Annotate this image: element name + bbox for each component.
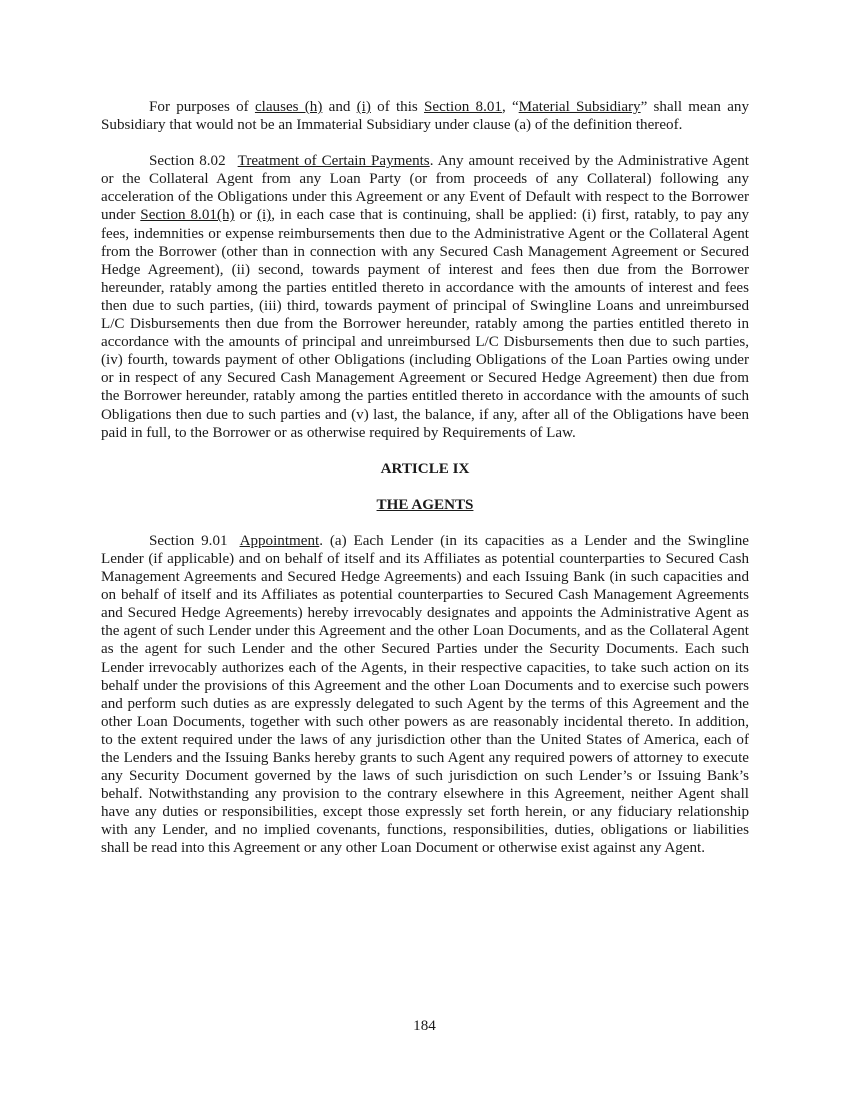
section-802-text: . Any amount received by the Administrative Agent or the Collateral Agent from any Loan Party (or from proceeds of any Collateral) following any acceleration of the Obligations under this Agreement or any Event of Default with respect to the Borrower under — [101, 153, 749, 224]
para1-connector-and: and — [322, 99, 357, 115]
section-802-connector-or: or — [234, 207, 257, 224]
para1-connector-of-this: of this — [370, 99, 425, 115]
section-901-label: Section 9.01 — [149, 532, 228, 549]
para1-text: For purposes of — [149, 99, 255, 115]
section-901-text: . (a) Each Lender (in its capacities as a Lender and the Swingline Lender (if applicable) and on behalf of itself and its Affiliates as potential counterparties to Secured Cash Management Agreements and Secured Hedge Agreements) and each Issuing Bank (in such capacities and on behalf of itself and its Affiliates as potential counterparties to Secured Cash Management Agreements and Secured Hedge Agreements) hereby irrevocably designates and appoints the Administrative Agent as the agent of such Lender under this Agreement and the other Loan Documents, and as the Collateral Agent as the agent for such Lender and the other Secured Parties under the Security Documents. Each such Lender irrevocably authorizes each of the Agents, in their respective capacities, to take such action on its behalf under the provisions of this Agreement and the other Loan Documents and to exercise such powers and perform such duties as are expressly delegated to such Agent by the terms of this Agreement and the other Loan Documents, together with such other powers as are reasonably incidental thereto. In addition, to the extent required under the laws of any jurisdiction other than the United States of America, each of the Lenders and the Issuing Banks hereby grants to such Agent any required powers of attorney to execute any Security Document governed by the laws of such jurisdiction on such Lender’s or Issuing Bank’s behalf. Notwithstanding any provision to the contrary elsewhere in this Agreement, neither Agent shall have any duties or responsibilities, except those expressly set forth herein, or any fiduciary relationship with any Lender, and no implied covenants, functions, responsibilities, duties, obligations or liabilities shall be read into this Agreement or any other Loan Document or otherwise exist against any Agent. — [101, 532, 749, 857]
para1-definition-text: ” shall mean any Subsidiary that would not be an Immaterial Subsidiary under clause (a) of the definition thereof. — [101, 99, 750, 134]
section-802-paragraph — [101, 152, 749, 442]
document-page — [101, 98, 749, 858]
section-801h-reference: Section 8.01(h) — [140, 207, 235, 224]
section-802-title: Treatment of Certain Payments — [237, 153, 430, 170]
material-subsidiary-term: Material Subsidiary — [518, 99, 641, 115]
section-801i-reference: (i) — [256, 207, 272, 224]
clause-h-reference: clauses (h) — [254, 99, 323, 115]
section-802-label: Section 8.02 — [149, 153, 226, 170]
para1-open-quote: , “ — [501, 99, 519, 115]
section-901-title: Appointment — [239, 532, 320, 549]
section-802-text-continued: , in each case that is continuing, shall be applied: (i) first, ratably, to pay any fees, indemnities or expense reimbursements then due to the Administrative Agent or the Collateral Agent from the Borrower (other than in connection with any Secured Cash Management Agreement or Secured Hedge Agreement), (ii) second, towards payment of interest and fees then due from the Borrower hereunder, ratably among the parties entitled thereto in accordance with the amounts of interest and fees then due to such parties, (iii) third, towards payment of principal of Swingline Loans and unreimbursed L/C Disbursements then due from the Borrower hereunder, ratably among the parties entitled thereto in accordance with the amounts of principal and unreimbursed L/C Disbursements then due to such parties, (iv) fourth, towards payment of other Obligations (including Obligations of the Loan Parties owing under or in respect of any Secured Cash Management Agreement or Secured Hedge Agreement) then due from the Borrower hereunder, ratably among the parties entitled thereto in accordance with the amounts of such Obligations then due to such parties and (v) last, the balance, if any, after all of the Obligations have been paid in full, to the Borrower or as otherwise required by Requirements of Law. — [101, 207, 750, 441]
material-subsidiary-paragraph — [101, 98, 749, 134]
article-title: THE AGENTS — [376, 496, 474, 513]
section-801-reference: Section 8.01 — [424, 99, 502, 115]
page-number: 184 — [413, 1018, 436, 1034]
clause-i-reference: (i) — [356, 99, 371, 115]
section-901-paragraph — [101, 532, 749, 858]
article-heading: ARTICLE IX — [380, 460, 470, 477]
